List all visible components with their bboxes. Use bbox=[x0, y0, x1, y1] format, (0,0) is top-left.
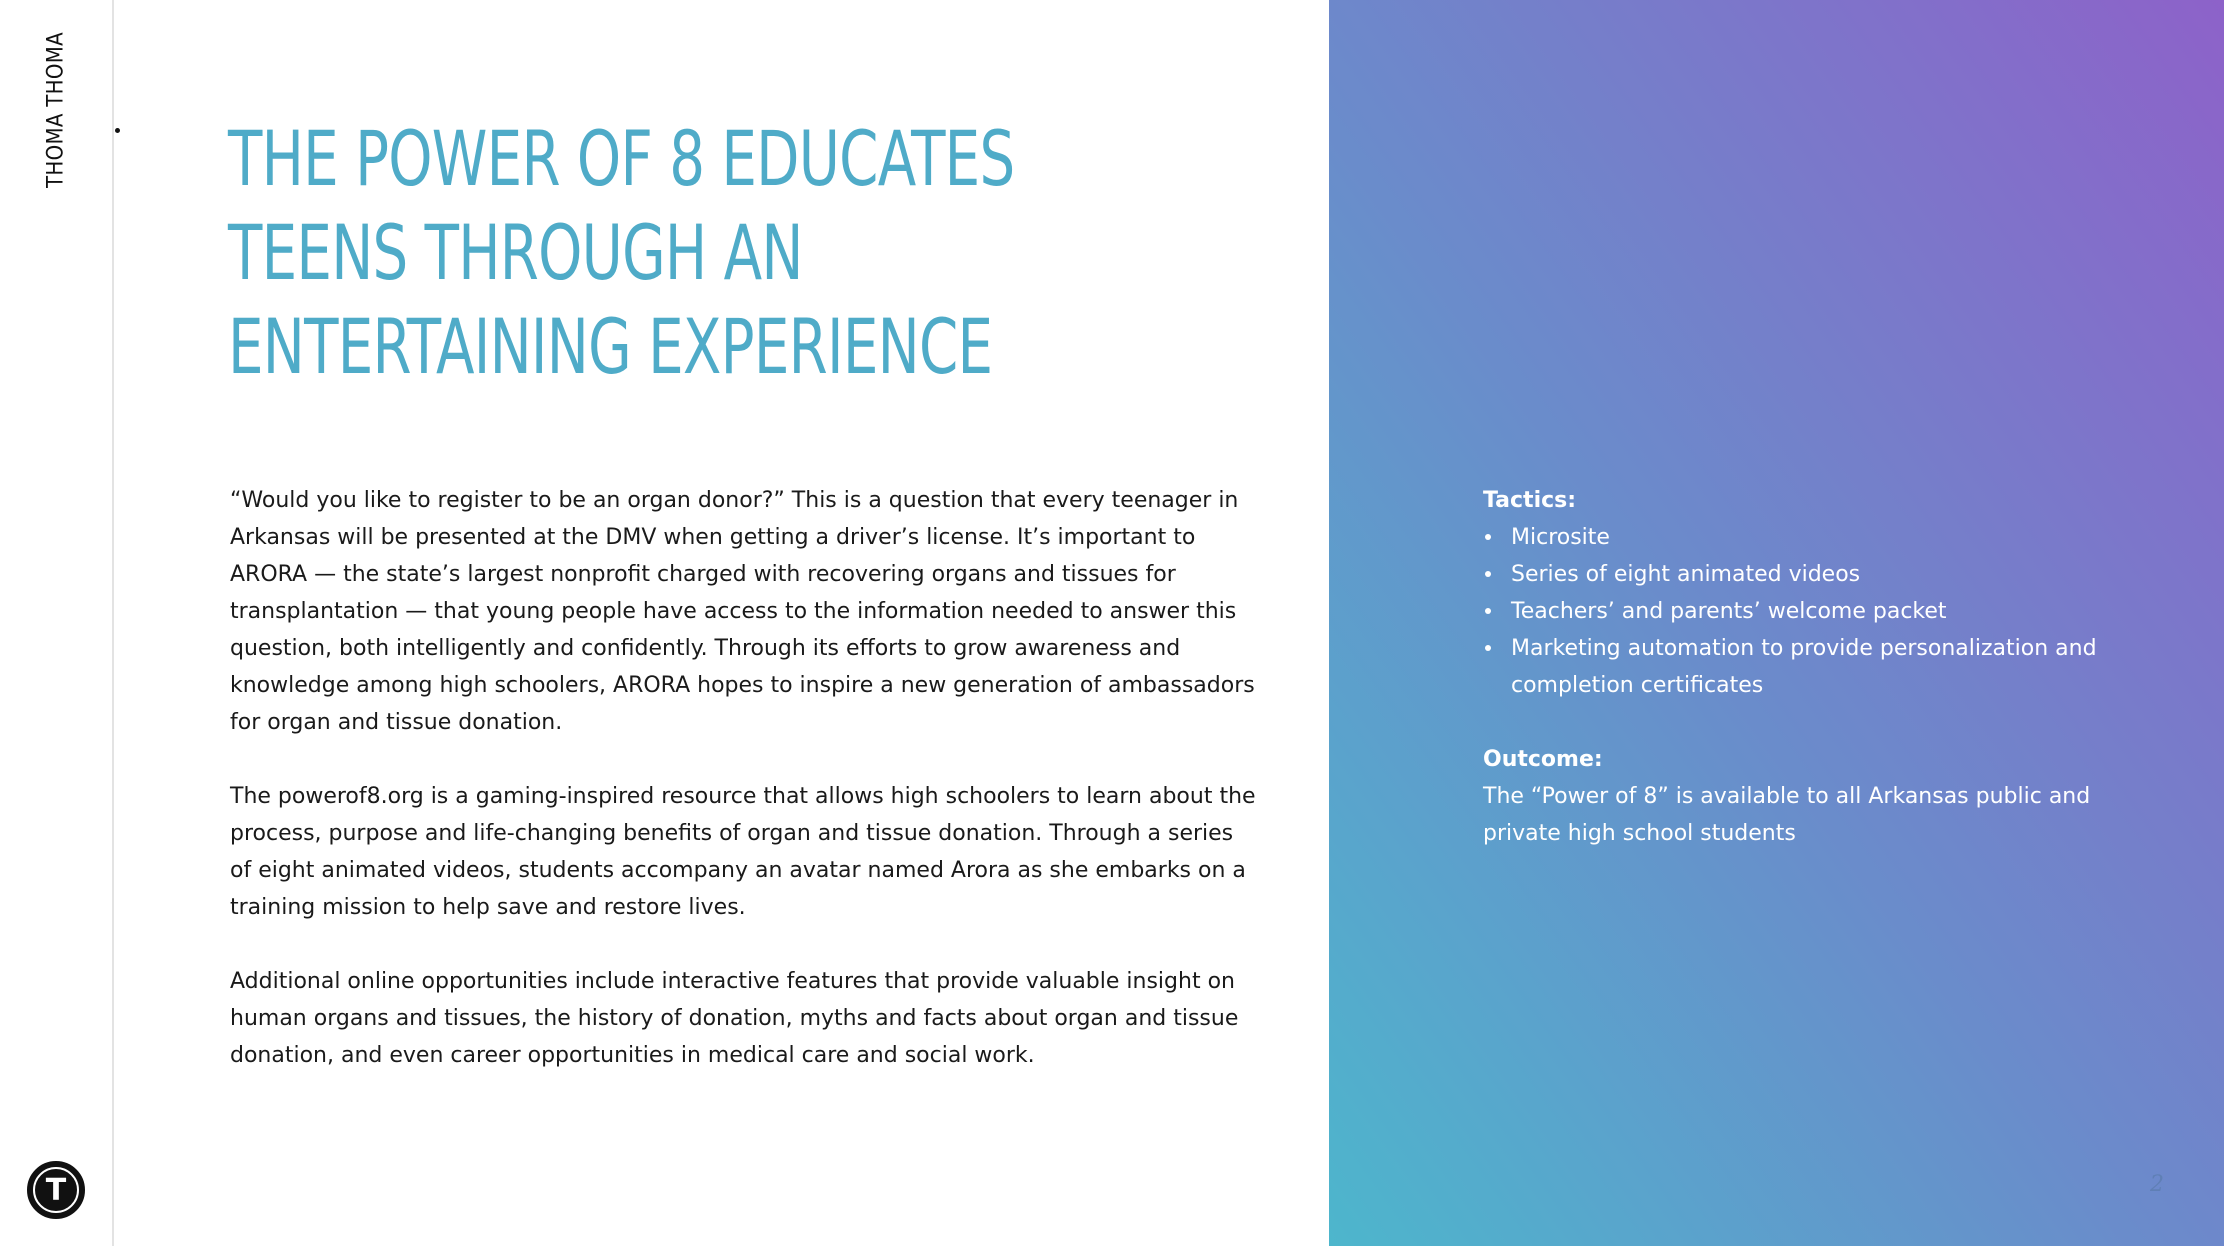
bullet-icon bbox=[1485, 534, 1491, 540]
title-line-1: THE POWER OF 8 EDUCATES bbox=[228, 114, 1015, 203]
list-item bbox=[1483, 556, 2103, 593]
outcome-text: The “Power of 8” is available to all Arkansas public and private high school students bbox=[1483, 784, 2091, 846]
paragraph-additional: Additional online opportunities include interactive features that provide valuable insight on human organs and tissues, the history of donation, myths and facts about organ and tissue donation, and even career opportunities in medical care and social work. bbox=[230, 969, 1239, 1068]
paragraph-resource: The powerof8.org is a gaming-inspired resource that allows high schoolers to learn about the process, purpose and life-changing benefits of organ and tissue donation. Through a series of eight animated videos, students accompany an avatar named Arora as she embarks on a training mission to help save and restore lives. bbox=[230, 784, 1256, 920]
bullet-icon bbox=[1485, 645, 1491, 651]
page-title bbox=[228, 112, 1015, 394]
sidebar bbox=[0, 0, 114, 1246]
tactics-list bbox=[1483, 519, 2103, 704]
tactic-text: Teachers’ and parents’ welcome packet bbox=[1511, 599, 1947, 624]
list-item bbox=[1483, 630, 2103, 704]
tactic-text: Series of eight animated videos bbox=[1511, 562, 1861, 587]
page-number: 2 bbox=[2150, 1172, 2164, 1197]
list-item bbox=[1483, 519, 2103, 556]
logo-letter: T bbox=[45, 1172, 67, 1208]
tactic-text: Microsite bbox=[1511, 525, 1610, 550]
gradient-panel bbox=[1329, 0, 2224, 1246]
brand-vertical-wrap bbox=[42, 32, 70, 188]
dot-marker bbox=[115, 128, 120, 133]
bullet-icon bbox=[1485, 571, 1491, 577]
body-text bbox=[230, 482, 1260, 1111]
title-line-3: ENTERTAINING EXPERIENCE bbox=[228, 302, 993, 391]
title-line-2: TEENS THROUGH AN bbox=[228, 208, 803, 297]
outcome-label: Outcome: bbox=[1483, 747, 1603, 772]
panel-content bbox=[1483, 482, 2103, 852]
tactics-label: Tactics: bbox=[1483, 488, 1577, 513]
list-item bbox=[1483, 593, 2103, 630]
bullet-icon bbox=[1485, 608, 1491, 614]
tactic-text: Marketing automation to provide personalization and completion certificates bbox=[1511, 636, 2097, 698]
logo-icon bbox=[27, 1161, 85, 1219]
paragraph-intro: “Would you like to register to be an organ donor?” This is a question that every teenager in Arkansas will be presented at the DMV when getting a driver’s license. It’s important to ARORA — the state’s largest nonprofit charged with recovering organs and tissues for transplantation — that young people have access to the information needed to answer this question, both intelligently and confidently. Through its efforts to grow awareness and knowledge among high schoolers, ARORA hopes to inspire a new generation of ambassadors for organ and tissue donation. bbox=[230, 488, 1255, 735]
brand-vertical-text: THOMA THOMA bbox=[43, 32, 69, 188]
